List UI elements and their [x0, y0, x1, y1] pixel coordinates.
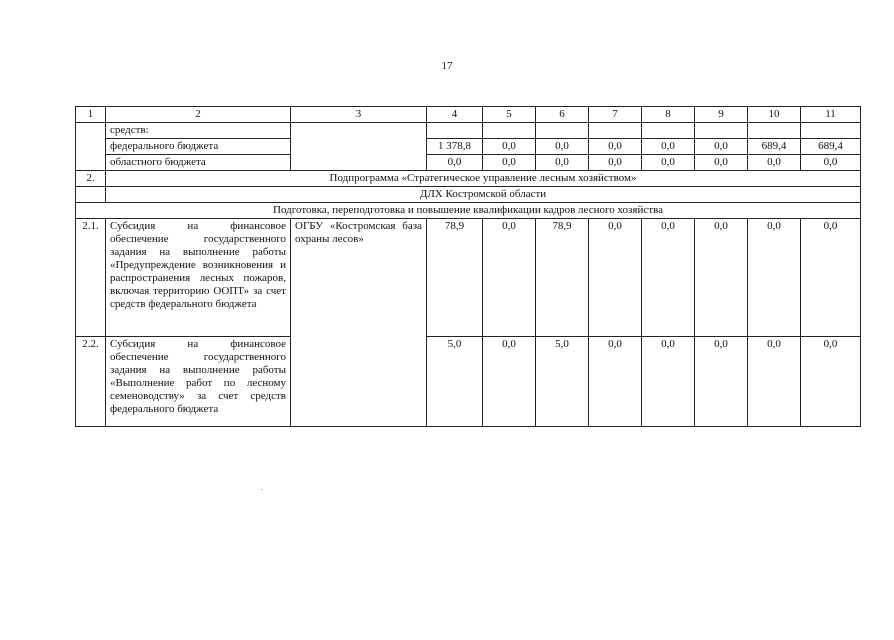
empty-cell: [291, 123, 427, 171]
value-cell: 0,0: [642, 155, 695, 171]
header-cell: 2: [106, 107, 291, 123]
value-cell: 0,0: [589, 337, 642, 427]
value-cell: 0,0: [748, 219, 801, 337]
page-number: 17: [441, 60, 453, 72]
value-cell: 689,4: [801, 139, 861, 155]
value-cell: 689,4: [748, 139, 801, 155]
department-title: ДЛХ Костромской области: [106, 187, 861, 203]
value-cell: 0,0: [695, 337, 748, 427]
item-description: Субсидия на финансовое обеспечение государственного задания на выполнение работы «Предупреждение возникновения и распространения лесных пожаров, включая территорию ООПТ» за счет средств федерального бюджета: [106, 219, 291, 337]
section-row: [76, 171, 861, 187]
table-row: [76, 337, 861, 427]
value-cell: 0,0: [483, 155, 536, 171]
value-cell: 78,9: [536, 219, 589, 337]
scan-speck: [261, 489, 262, 490]
activity-row: [76, 203, 861, 219]
row-label: областного бюджета: [106, 155, 291, 171]
value-cell: 0,0: [589, 155, 642, 171]
value-cell: 0,0: [589, 219, 642, 337]
empty-cell: [589, 123, 642, 139]
value-cell: 1 378,8: [427, 139, 483, 155]
value-cell: 0,0: [801, 219, 861, 337]
value-cell: 5,0: [427, 337, 483, 427]
header-cell: 9: [695, 107, 748, 123]
value-cell: 78,9: [427, 219, 483, 337]
value-cell: 5,0: [536, 337, 589, 427]
header-cell: 10: [748, 107, 801, 123]
empty-cell: [642, 123, 695, 139]
empty-cell: [536, 123, 589, 139]
value-cell: 0,0: [427, 155, 483, 171]
header-cell: 1: [76, 107, 106, 123]
value-cell: 0,0: [536, 155, 589, 171]
section-title: Подпрограмма «Стратегическое управление лесным хозяйством»: [106, 171, 861, 187]
row-label: федерального бюджета: [106, 139, 291, 155]
value-cell: 0,0: [483, 337, 536, 427]
value-cell: 0,0: [695, 139, 748, 155]
header-cell: 6: [536, 107, 589, 123]
empty-cell: [427, 123, 483, 139]
item-number: 2.1.: [76, 219, 106, 337]
empty-cell: [483, 123, 536, 139]
empty-cell: [76, 123, 106, 171]
header-row: [76, 107, 861, 123]
value-cell: 0,0: [483, 139, 536, 155]
item-number: 2.2.: [76, 337, 106, 427]
value-cell: 0,0: [642, 139, 695, 155]
header-cell: 3: [291, 107, 427, 123]
header-cell: 5: [483, 107, 536, 123]
empty-cell: [801, 123, 861, 139]
section-number: 2.: [76, 171, 106, 187]
header-cell: 4: [427, 107, 483, 123]
empty-cell: [695, 123, 748, 139]
value-cell: 0,0: [695, 155, 748, 171]
value-cell: 0,0: [801, 337, 861, 427]
empty-cell: [748, 123, 801, 139]
value-cell: 0,0: [748, 155, 801, 171]
department-row: [76, 187, 861, 203]
table-row: [76, 155, 861, 171]
header-cell: 8: [642, 107, 695, 123]
executor: ОГБУ «Костромская база охраны лесов»: [291, 219, 427, 427]
empty-cell: [76, 187, 106, 203]
row-label: средств:: [106, 123, 291, 139]
item-description: Субсидия на финансовое обеспечение государственного задания на выполнение работы «Выполнение работ по лесному семеноводству» за счет средств федерального бюджета: [106, 337, 291, 427]
value-cell: 0,0: [536, 139, 589, 155]
table-row: [76, 123, 861, 139]
value-cell: 0,0: [748, 337, 801, 427]
header-cell: 7: [589, 107, 642, 123]
value-cell: 0,0: [801, 155, 861, 171]
table-row: [76, 219, 861, 337]
value-cell: 0,0: [642, 219, 695, 337]
budget-table: [75, 106, 861, 427]
activity-title: Подготовка, переподготовка и повышение квалификации кадров лесного хозяйства: [76, 203, 861, 219]
header-cell: 11: [801, 107, 861, 123]
value-cell: 0,0: [589, 139, 642, 155]
value-cell: 0,0: [695, 219, 748, 337]
value-cell: 0,0: [642, 337, 695, 427]
table-row: [76, 139, 861, 155]
value-cell: 0,0: [483, 219, 536, 337]
